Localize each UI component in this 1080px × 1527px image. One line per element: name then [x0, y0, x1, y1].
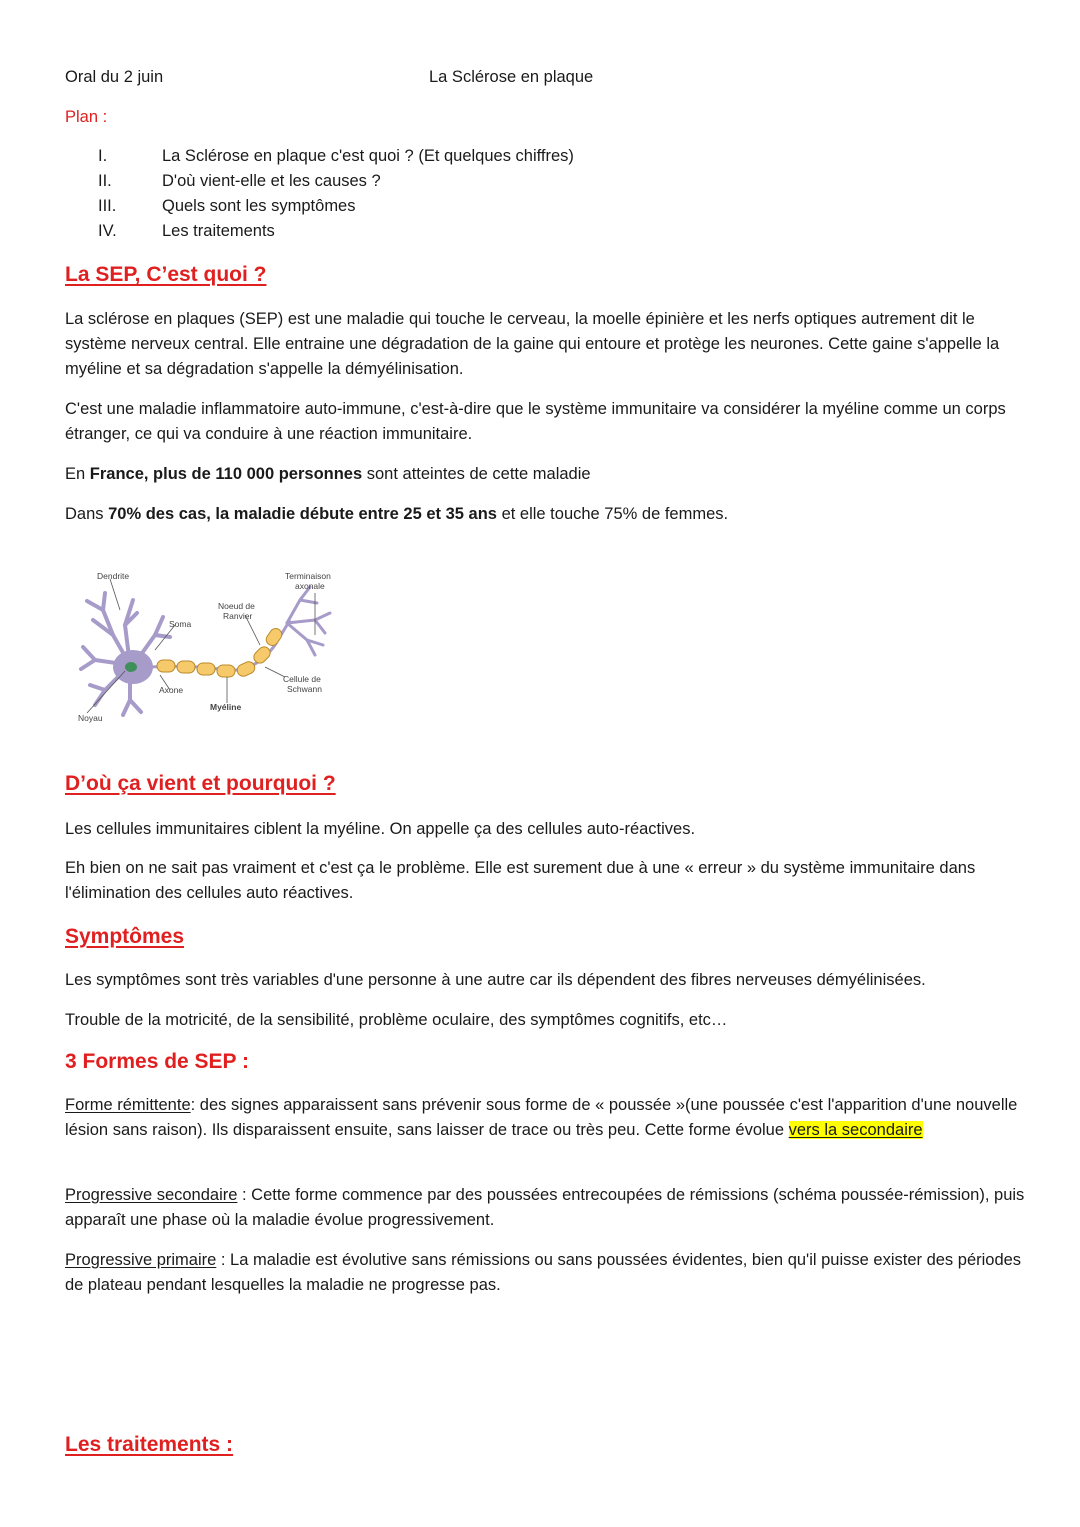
list-text: Quels sont les symptômes: [162, 197, 356, 215]
label-dendrite: Dendrite: [97, 571, 130, 581]
paragraph: La sclérose en plaques (SEP) est une maladie qui touche le cerveau, la moelle épinière et les nerfs optiques autrement dit le système nerveux central. Elle entraine une dégradation de la gaine qui entoure et protège les neurones. Cette gaine s'appelle la myéline et sa dégradation s'appelle la démyélinisation.: [65, 310, 1000, 378]
plan-label: Plan :: [65, 108, 108, 126]
list-text: Les traitements: [162, 222, 275, 240]
label-noeud-2: Ranvier: [223, 611, 253, 621]
list-number: II.: [98, 172, 112, 190]
paragraph-progressive-primaire: Progressive primaire : La maladie est évolutive sans rémissions ou sans poussées évidentes, bien qu'il puisse exister des périodes de plateau pendant lesquelles la maladie ne progresse pas.: [65, 1251, 1022, 1294]
section-heading-sep: La SEP, C’est quoi ?: [65, 263, 267, 286]
list-number: I.: [98, 147, 108, 165]
term: Progressive secondaire: [65, 1186, 238, 1204]
paragraph-stat-france: En France, plus de 110 000 personnes sont atteintes de cette maladie: [65, 465, 591, 483]
header-left: Oral du 2 juin: [65, 68, 164, 86]
label-myeline: Myéline: [210, 702, 242, 712]
neuron-diagram: [75, 565, 365, 730]
nucleus-shape: [125, 662, 137, 672]
paragraph-progressive-secondaire: Progressive secondaire : Cette forme commence par des poussées entrecoupées de rémissions (schéma poussée-rémission), puis apparaît une phase où la maladie évolue progressivement.: [65, 1186, 1025, 1229]
label-axone: Axone: [159, 685, 184, 695]
myelin-sheath: [157, 626, 284, 678]
list-number: III.: [98, 197, 117, 215]
term: Progressive primaire: [65, 1251, 217, 1269]
list-text: D'où vient-elle et les causes ?: [162, 172, 381, 190]
section-heading-formes: 3 Formes de SEP :: [65, 1050, 250, 1073]
label-soma: Soma: [169, 619, 192, 629]
list-text: La Sclérose en plaque c'est quoi ? (Et quelques chiffres): [162, 147, 574, 165]
list-number: IV.: [98, 222, 117, 240]
paragraph: Les symptômes sont très variables d'une personne à une autre car ils dépendent des fibres nerveuses démyélinisées.: [65, 971, 926, 989]
paragraph: Les cellules immunitaires ciblent la myéline. On appelle ça des cellules auto-réactives.: [65, 820, 696, 838]
header-title: La Sclérose en plaque: [429, 68, 594, 86]
section-heading-origine: D’où ça vient et pourquoi ?: [65, 772, 336, 795]
section-heading-symptomes: Symptômes: [65, 925, 185, 948]
label-schwann-2: Schwann: [287, 684, 322, 694]
section-heading-traitements: Les traitements :: [65, 1433, 234, 1456]
paragraph-forme-remittente: Forme rémittente: des signes apparaissent sans prévenir sous forme de « poussée »(une poussée c'est l'apparition d'une nouvelle lésion sans raison). Ils disparaissent ensuite, sans laisser de trace ou très peu. Cette forme évolue vers la secondaire: [65, 1096, 1018, 1139]
paragraph-stat-age: Dans 70% des cas, la maladie débute entre 25 et 35 ans et elle touche 75% de femmes.: [65, 505, 729, 523]
label-schwann-1: Cellule de: [283, 674, 321, 684]
axon-terminal: [287, 587, 330, 655]
paragraph: Trouble de la motricité, de la sensibilité, problème oculaire, des symptômes cognitifs, etc…: [65, 1011, 728, 1029]
highlighted-text: vers la secondaire: [788, 1121, 923, 1139]
term: Forme rémittente: [65, 1096, 191, 1114]
label-terminaison-2: axonale: [295, 581, 325, 591]
label-noeud-1: Noeud de: [218, 601, 255, 611]
paragraph: C'est une maladie inflammatoire auto-immune, c'est-à-dire que le système immunitaire va considérer la myéline comme un corps étranger, ce qui va conduire à une réaction immunitaire.: [65, 400, 1006, 443]
label-terminaison-1: Terminaison: [285, 571, 331, 581]
label-noyau: Noyau: [78, 713, 103, 723]
paragraph: Eh bien on ne sait pas vraiment et c'est ça le problème. Elle est surement due à une « erreur » du système immunitaire dans l'élimination des cellules auto réactives.: [65, 859, 976, 902]
